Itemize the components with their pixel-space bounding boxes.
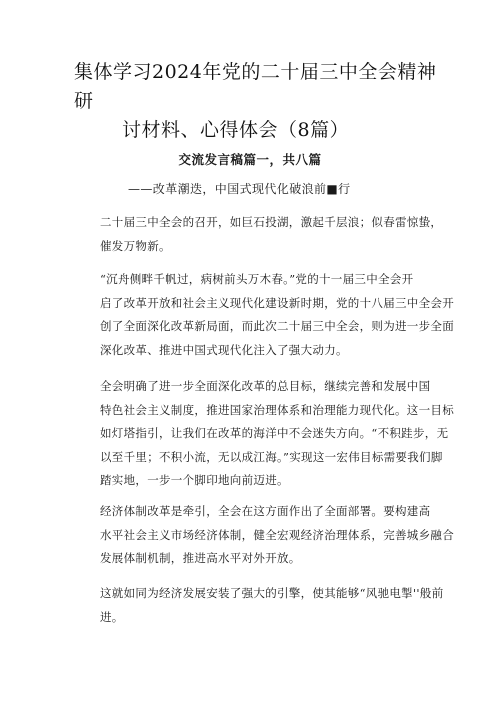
paragraph-line: 进。 [100,609,124,624]
paragraph-line: 全会明确了进一步全面深化改革的总目标，继续完善和发展中国 [100,379,431,393]
paragraph-line: 特色社会主义制度，推进国家治理体系和治理能力现代化。这一目标 [100,402,454,417]
paragraph-line: 深化改革、推进中国式现代化注入了强大动力。 [100,342,348,357]
paragraph-2 [100,268,454,362]
title-line-2: 讨材料、心得体会（8篇） [122,119,350,141]
paragraph-line: 水平社会主义市场经济体制，健全宏观经济治理体系，完善城乡融合 [100,527,454,542]
paragraph-line: 催发万物新。 [100,238,171,253]
paragraph-1 [100,211,443,258]
paragraph-line: 经济体制改革是牵引，全会在这方面作出了全面部署。要构建高 [100,504,431,518]
section-heading: 交流发言稿篇一，共八篇 [178,152,322,167]
paragraph-line: 二十届三中全会的召开，如巨石投湖，激起千层浪；似春雷惊蛰， [100,215,443,229]
paragraph-line: “沉舟侧畔千帆过，病树前头万木春。”党的十一届三中全会开 [100,272,414,286]
paragraph-line: 这就如同为经济发展安装了强大的引擎，使其能够“风驰电掣''般前 [100,586,444,600]
paragraph-4 [100,500,454,571]
paragraph-line: 启了改革开放和社会主义现代化建设新时期，党的十八届三中全会开 [100,295,454,310]
document-title [74,58,444,145]
paragraph-line: 以至千里；不积小流，无以成江海。”实现这一宏伟目标需要我们脚 [100,449,443,464]
paragraph-5 [100,582,444,629]
paragraph-3 [100,375,454,493]
section-subtitle: ——改革潮迭，中国式现代化破浪前■行 [128,182,351,196]
paragraph-line: 如灯塔指引，让我们在改革的海洋中不会迷失方向。“不积跬步，无 [100,426,449,440]
paragraph-line: 踏实地，一步一个脚印地向前迈进。 [100,473,289,487]
paragraph-line: 创了全面深化改革新局面，而此次二十届三中全会，则为进一步全面 [100,319,454,333]
title-line-1: 集体学习2024年党的二十届三中全会精神研 [74,61,437,112]
paragraph-line: 发展体制机制，推进高水平对外开放。 [100,551,301,565]
